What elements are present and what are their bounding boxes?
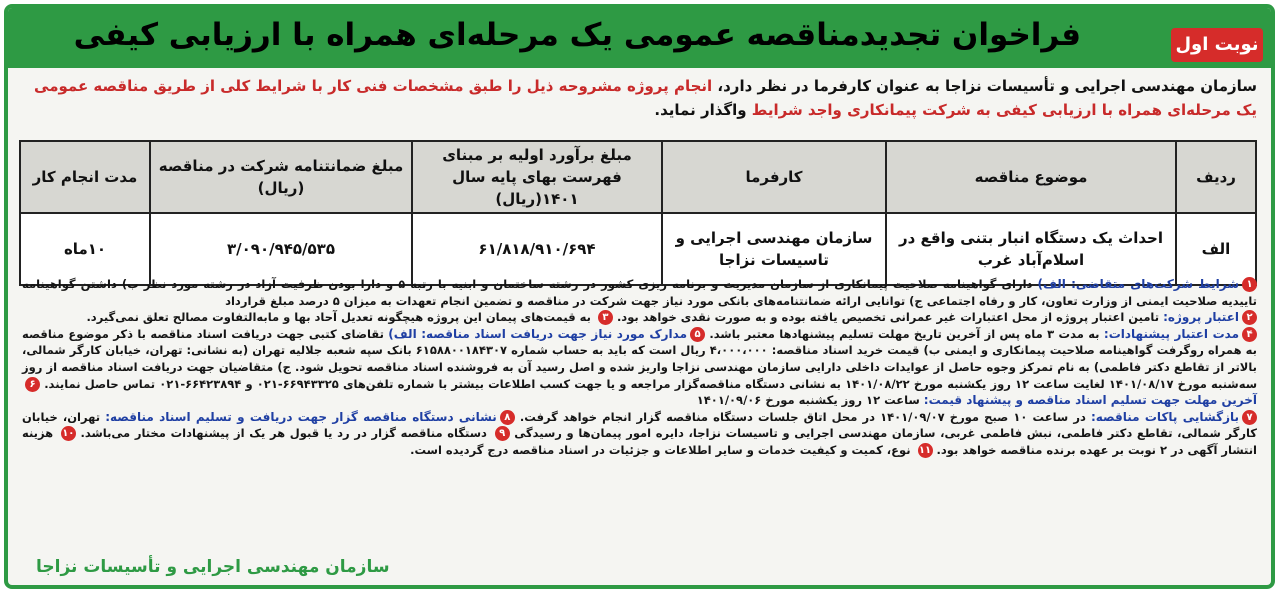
condition-1 <box>22 276 1257 309</box>
condition-text: در ساعت ۱۰ صبح مورخ ۱۴۰۱/۰۹/۰۷ در محل اتاق جلسات دستگاه مناقصه گزار انجام خواهد گرفت. <box>519 409 1091 424</box>
condition-text: دارای گواهینامه صلاحیت پیمانکاری از سازمان مدیریت و برنامه ریزی کشور در رشته ساختمان و ابنیه با رتبه ۵ و دارا بودن ظرفیت آزاد در رشته مورد نظر ب) داشتن گواهینامه تاییدیه صلاحیت ایمنی از وزارت تعاون، کار و رفاه اجتماعی ج) توانایی ارائه ضمانتنامه‌های بانکی مورد نیاز جهت شرکت در مناقصه و تضمین انجام تعهدات به میزان ۵ درصد مبلغ قرارداد <box>22 277 1257 308</box>
condition-4-5 <box>22 326 1257 409</box>
cell-guarantee: ۳/۰۹۰/۹۴۵/۵۳۵ <box>150 213 412 285</box>
condition-number: ۴ <box>1242 327 1257 342</box>
condition-number: ۹ <box>495 426 510 441</box>
cell-row-number: الف <box>1176 213 1256 285</box>
condition-text: نوع، کمیت و کیفیت خدمات و سایر اطلاعات و جزئیات در اسناد مناقصه درج گردیده است. <box>410 442 915 457</box>
condition-number: ۱۰ <box>62 428 75 440</box>
header-subject: موضوع مناقصه <box>886 141 1176 213</box>
condition-text: تهران، خیابان کارگر شمالی، تقاطع دکتر فاطمی، نبش فاطمی غربی، سازمان مهندسی اجرایی و تاسیسات نزاجا، دایره امور پیمان‌ها و رسیدگی <box>22 409 1257 441</box>
cell-subject: احداث یک دستگاه انبار بتنی واقع در اسلام‌آباد غرب <box>886 213 1176 285</box>
condition-number: ۳ <box>598 310 613 325</box>
intro-paragraph <box>18 74 1257 122</box>
condition-label: شرایط شرکت‌های متقاضی: الف) <box>1037 277 1240 291</box>
condition-text: تامین اعتبار پروژه از محل اعتبارات غیر عمرانی تخصیص یافته بوده و به صورت نقدی خواهد بود. <box>616 310 1164 325</box>
condition-2-3 <box>22 309 1257 326</box>
condition-number: ۱۱ <box>918 444 932 456</box>
condition-text: تقاضای کتبی جهت دریافت اسناد مناقصه با ذکر موضوع مناقصه به همراه روگرفت گواهینامه صلاحیت پیمانکاری و ایمنی ب) قیمت خرید اسناد مناقصه: ۴،۰۰۰،۰۰۰ ریال است که باید به حساب شماره ۶۱۵۸۸۰۰۱۸۴۳۰۷ بانک سپه شعبه جلالیه تهران (به نشانی: تهران، خیابان کارگر شمالی، بالاتر از تقاطع دکتر فاطمی) به نام تمرکز وجوه حاصل از عوایدات داخلی دارایی سازمان مهندسی نزاجا واریز شده و اصل رسید آن به فروشنده اسناد مناقصه تحویل شود. ج) متقاضیان جهت دریافت اسناد مناقصه از روز سه‌شنبه مورخ ۱۴۰۱/۰۸/۱۷ لغایت ساعت ۱۲ روز یکشنبه مورخ ۱۴۰۱/۰۸/۲۲ به نشانی دستگاه مناقصه‌گزار مراجعه و یا جهت کسب اطلاعات بیشتر با شماره تلفن‌های ۶۶۹۴۳۳۲۵-۰۲۱ و ۶۶۴۲۳۸۹۴-۰۲۱ تماس حاصل نمایند. <box>22 326 1258 391</box>
table-header-row <box>20 141 1256 213</box>
condition-number: ۶ <box>25 377 40 392</box>
condition-number: ۲ <box>1242 310 1257 325</box>
intro-text-c: واگذار نماید. <box>654 101 752 119</box>
condition-text: به قیمت‌های پیمان این پروژه هیچگونه تعدیل آحاد بها و مابه‌التفاوت مصالح تعلق نمی‌گیرد. <box>86 310 595 325</box>
condition-number: ۱ <box>1242 277 1257 292</box>
intro-text-a: سازمان مهندسی اجرایی و تأسیسات نزاجا به عنوان کارفرما در نظر دارد، <box>712 77 1257 95</box>
condition-label: آخرین مهلت جهت تسلیم اسناد مناقصه و پیشنهاد قیمت: <box>923 393 1257 408</box>
condition-text: ساعت ۱۲ روز یکشنبه مورخ ۱۴۰۱/۰۹/۰۶ <box>696 393 924 408</box>
header-duration: مدت انجام کار <box>20 141 150 213</box>
header-estimate: مبلغ برآورد اولیه بر مبنای فهرست بهای پایه سال ۱۴۰۱(ریال) <box>412 141 662 213</box>
condition-label: نشانی دستگاه مناقصه گزار جهت دریافت و تسلیم اسناد مناقصه: <box>105 409 497 424</box>
table-row <box>20 213 1256 285</box>
round-badge: نوبت اول <box>1171 28 1263 62</box>
condition-text: دستگاه مناقصه گزار در رد یا قبول هر یک از پیشنهادات مختار می‌باشد. <box>80 426 492 441</box>
header-band <box>8 8 1271 68</box>
page-title: فراخوان تجدیدمناقصه عمومی یک مرحله‌ای همراه با ارزیابی کیفی <box>73 17 1081 53</box>
condition-number: ۵ <box>690 327 705 342</box>
condition-number: ۷ <box>1242 410 1257 425</box>
condition-label: مدارک مورد نیاز جهت دریافت اسناد مناقصه: الف) <box>388 326 688 341</box>
condition-label: بازگشایی پاکات مناقصه: <box>1090 409 1239 424</box>
condition-number: ۸ <box>500 410 515 425</box>
cell-employer: سازمان مهندسی اجرایی و تاسیسات نزاجا <box>662 213 886 285</box>
conditions-section <box>22 276 1257 459</box>
header-employer: کارفرما <box>662 141 886 213</box>
condition-text: هزینه انتشار آگهی در ۲ نوبت بر عهده برنده مناقصه خواهد بود. <box>22 426 1257 457</box>
header-row-number: ردیف <box>1176 141 1256 213</box>
signature: سازمان مهندسی اجرایی و تأسیسات نزاجا <box>36 557 390 577</box>
condition-label: اعتبار پروژه: <box>1163 310 1239 325</box>
condition-7-11 <box>22 409 1257 459</box>
cell-estimate: ۶۱/۸۱۸/۹۱۰/۶۹۴ <box>412 213 662 285</box>
cell-duration: ۱۰ماه <box>20 213 150 285</box>
condition-text: به مدت ۳ ماه پس از آخرین تاریخ مهلت تسلیم پیشنهادها معتبر باشد. <box>709 326 1104 341</box>
header-guarantee: مبلغ ضمانتنامه شرکت در مناقصه (ریال) <box>150 141 412 213</box>
tender-table <box>19 140 1257 286</box>
condition-label: مدت اعتبار پیشنهادات: <box>1103 326 1240 341</box>
ad-frame <box>4 4 1275 589</box>
intro-text-b: انجام پروژه مشروحه ذیل را طبق مشخصات فنی کار با شرایط کلی از طریق مناقصه عمومی یک مرحله‌ای همراه با ارزیابی کیفی به شرکت پیمانکاری واجد شرایط <box>34 77 1257 119</box>
